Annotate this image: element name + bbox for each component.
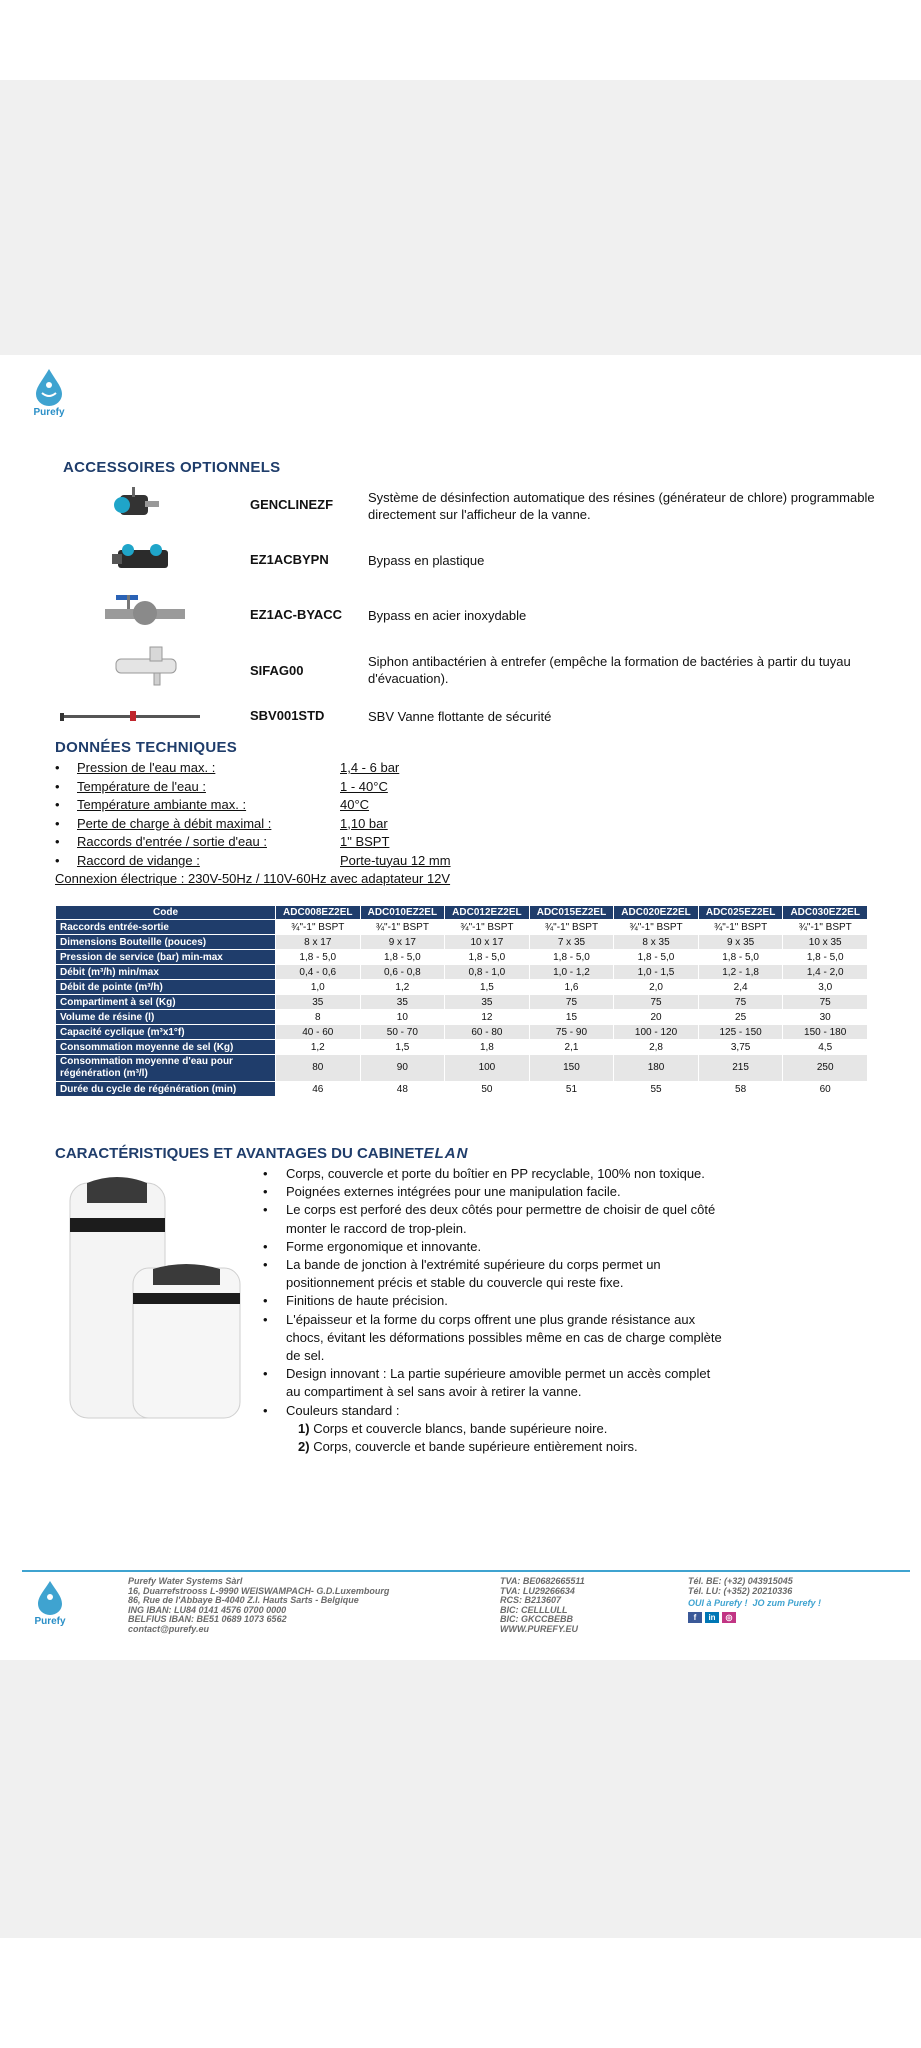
water-drop-icon	[28, 367, 70, 407]
tech-item: • Perte de charge à débit maximal : 1,10 bar	[55, 815, 388, 831]
feature-item: • Poignées externes intégrées pour une manipulation facile.	[263, 1184, 621, 1200]
table-cell: 180	[614, 1055, 699, 1082]
table-cell: 1,4 - 2,0	[783, 965, 868, 980]
table-cell: 75	[614, 995, 699, 1010]
feature-item: • Corps, couvercle et porte du boîtier en PP recyclable, 100% non toxique.	[263, 1166, 705, 1181]
row-header: Débit (m³/h) min/max	[56, 965, 276, 980]
table-cell: 150 - 180	[783, 1025, 868, 1040]
table-cell: ¾"-1" BSPT	[783, 920, 868, 935]
document-page	[0, 355, 921, 1660]
table-cell: 50 - 70	[360, 1025, 445, 1040]
tech-item: • Pression de l'eau max. : 1,4 - 6 bar	[55, 760, 400, 775]
column-header: ADC012EZ2EL	[445, 906, 530, 920]
electrical-connection: Connexion électrique : 230V-50Hz / 110V-60Hz avec adaptateur 12V	[55, 871, 451, 886]
instagram-icon[interactable]: ◎	[722, 1612, 736, 1623]
table-cell: 58	[698, 1082, 783, 1097]
tech-item: • Température de l'eau : 1 - 40°C	[55, 778, 388, 794]
feature-text: L'épaisseur et la forme du corps offrent une plus grande résistance aux chocs, évitant les déformations possibles même en cas de charge complète de sel.	[286, 1311, 722, 1364]
feature-item: • Finitions de haute précision.	[263, 1293, 448, 1309]
color-number: 2)	[298, 1439, 310, 1455]
table-cell: 7 x 35	[529, 935, 614, 950]
tech-label: Pression de l'eau max. :	[77, 760, 216, 775]
table-cell: 50	[445, 1082, 530, 1097]
feature-text: Le corps est perforé des deux côtés pour permettre de choisir de quel côté monter le raccord de trop-plein.	[286, 1202, 716, 1236]
row-header: Dimensions Bouteille (pouces)	[56, 935, 276, 950]
accessory-desc: Bypass en plastique	[368, 553, 485, 568]
accessory-desc: SBV Vanne flottante de sécurité	[368, 709, 552, 724]
accessory-desc: Système de désinfection automatique des résines (générateur de chlore) programmable directement sur l'afficheur de la vanne.	[368, 490, 875, 522]
tech-label: Perte de charge à débit maximal :	[77, 815, 272, 831]
top-margin	[0, 0, 921, 80]
table-cell: 60	[783, 1082, 868, 1097]
footer-line: 86, Rue de l'Abbaye B-4040 Z.I. Hauts Sarts - Belgique	[128, 1595, 359, 1605]
cabinet-image	[65, 1173, 245, 1428]
table-cell: 1,8 - 5,0	[529, 950, 614, 965]
table-cell: 1,8 - 5,0	[614, 950, 699, 965]
table-cell: 2,8	[614, 1040, 699, 1055]
table-cell: 35	[360, 995, 445, 1010]
table-cell: 30	[783, 1010, 868, 1025]
tech-label: Raccords d'entrée / sortie d'eau :	[77, 834, 267, 849]
logo-text: Purefy	[33, 407, 65, 418]
feature-text: Finitions de haute précision.	[286, 1293, 448, 1309]
table-header-row	[56, 906, 868, 920]
water-drop-icon	[28, 1577, 72, 1617]
table-cell: 125 - 150	[698, 1025, 783, 1040]
table-cell: 8 x 35	[614, 935, 699, 950]
table-cell: 35	[276, 995, 361, 1010]
row-header: Consommation moyenne d'eau pour régénération (m³/l)	[56, 1055, 276, 1082]
footer-line: TVA: LU29266634	[500, 1585, 575, 1596]
table-cell: 10 x 35	[783, 935, 868, 950]
plastic-bypass-image	[50, 538, 200, 580]
table-cell: 55	[614, 1082, 699, 1097]
accessories-title: ACCESSOIRES OPTIONNELS	[63, 459, 281, 476]
table-cell: 60 - 80	[445, 1025, 530, 1040]
table-cell: 9 x 17	[360, 935, 445, 950]
accessory-code: GENCLINEZF	[250, 497, 334, 512]
footer-line: BIC: GKCCBEBB	[500, 1614, 573, 1624]
tech-label: Température ambiante max. :	[77, 797, 247, 812]
column-header: Code	[56, 906, 276, 920]
elan-brand: ELAN	[423, 1145, 469, 1162]
table-cell: 250	[783, 1055, 868, 1082]
table-cell: 150	[529, 1055, 614, 1082]
cabinet-title-text: CARACTÉRISTIQUES ET AVANTAGES DU CABINET	[55, 1145, 424, 1162]
row-header: Capacité cyclique (m³x1°f)	[56, 1025, 276, 1040]
table-cell: 1,0	[276, 980, 361, 995]
table-cell: 9 x 35	[698, 935, 783, 950]
feature-text: Forme ergonomique et innovante.	[286, 1238, 482, 1254]
table-cell: ¾"-1" BSPT	[276, 920, 361, 935]
feature-text: Couleurs standard :	[286, 1402, 400, 1418]
accessory-desc: Siphon antibactérien à entrefer (empêche la formation de bactéries à partir du tuyau d'évacuation).	[368, 654, 851, 686]
tech-item: • Raccord de vidange : Porte-tuyau 12 mm	[55, 852, 451, 868]
table-row	[56, 950, 868, 965]
row-header: Débit de pointe (m³/h)	[56, 980, 276, 995]
footer-contact	[688, 1577, 821, 1623]
table-cell: 100	[445, 1055, 530, 1082]
table-cell: 3,0	[783, 980, 868, 995]
table-cell: 15	[529, 1010, 614, 1025]
feature-item: • Le corps est perforé des deux côtés pour permettre de choisir de quel côté monter le raccord de trop-plein.	[263, 1202, 716, 1236]
footer-line: BIC: CELLLULL	[500, 1604, 568, 1615]
table-cell: 1,8 - 5,0	[783, 950, 868, 965]
table-cell: 1,8 - 5,0	[698, 950, 783, 965]
tech-item: • Température ambiante max. : 40°C	[55, 797, 370, 812]
purefy-logo	[28, 367, 70, 423]
feature-item: • La bande de jonction à l'extrémité supérieure du corps permet un positionnement précis et stable du couvercle qui reste fixe.	[263, 1257, 661, 1291]
table-cell: 1,5	[445, 980, 530, 995]
accessory-desc: Bypass en acier inoxydable	[368, 608, 527, 623]
linkedin-icon[interactable]: in	[705, 1612, 719, 1623]
cabinet-title	[55, 1145, 468, 1162]
table-cell: 100 - 120	[614, 1025, 699, 1040]
footer-line: ING IBAN: LU84 0141 4576 0700 0000	[128, 1604, 287, 1615]
feature-item: • L'épaisseur et la forme du corps offrent une plus grande résistance aux chocs, évitant les déformations possibles même en cas de charge complète de sel.	[263, 1311, 722, 1364]
table-cell: 1,0 - 1,5	[614, 965, 699, 980]
table-cell: ¾"-1" BSPT	[445, 920, 530, 935]
accessory-row	[50, 705, 870, 729]
table-cell: 1,8	[445, 1040, 530, 1055]
table-cell: 0,8 - 1,0	[445, 965, 530, 980]
table-cell: 25	[698, 1010, 783, 1025]
table-cell: 1,2	[360, 980, 445, 995]
accessory-row	[50, 538, 870, 584]
table-cell: 20	[614, 1010, 699, 1025]
footer-phone: Tél. BE: (+32) 043915045	[688, 1576, 793, 1586]
tech-value: 40°C	[340, 797, 370, 812]
table-row	[56, 965, 868, 980]
footer-website[interactable]: WWW.PUREFY.EU	[500, 1623, 578, 1634]
table-cell: 1,0 - 1,2	[529, 965, 614, 980]
bottom-margin	[0, 1938, 921, 2048]
footer-divider	[22, 1570, 910, 1572]
feature-text: La bande de jonction à l'extrémité supérieure du corps permet un positionnement précis et stable du couvercle qui reste fixe.	[286, 1257, 661, 1291]
footer-line: BELFIUS IBAN: BE51 0689 1073 6562	[128, 1614, 287, 1624]
footer-line: 16, Duarrefstrooss L-9990 WEISWAMPACH- G.D.Luxembourg	[128, 1585, 390, 1596]
table-cell: ¾"-1" BSPT	[698, 920, 783, 935]
chlorine-generator-image	[50, 485, 200, 527]
footer-logo-text: Purefy	[34, 1616, 66, 1627]
footer-tax	[500, 1577, 585, 1634]
feature-text: Design innovant : La partie supérieure amovible permet un accès complet au compartiment à sel sans avoir à retirer la vanne.	[286, 1366, 711, 1400]
feature-item: • Design innovant : La partie supérieure amovible permet un accès complet au compartiment à sel sans avoir à retirer la vanne.	[263, 1366, 711, 1400]
table-cell: 10 x 17	[445, 935, 530, 950]
tech-value: 1 - 40°C	[340, 778, 388, 794]
color-number: 1)	[298, 1420, 310, 1436]
table-cell: 0,6 - 0,8	[360, 965, 445, 980]
accessory-code: EZ1ACBYPN	[250, 552, 329, 567]
table-cell: 4,5	[783, 1040, 868, 1055]
column-header: ADC025EZ2EL	[698, 906, 783, 920]
table-row	[56, 1025, 868, 1040]
color-text: Corps et couvercle blancs, bande supérieure noire.	[313, 1420, 608, 1436]
standard-color-item	[263, 1420, 723, 1438]
table-cell: ¾"-1" BSPT	[529, 920, 614, 935]
table-row	[56, 1040, 868, 1055]
table-cell: 0,4 - 0,6	[276, 965, 361, 980]
row-header: Pression de service (bar) min-max	[56, 950, 276, 965]
footer-tagline-lu: JO zum Purefy !	[752, 1598, 822, 1608]
siphon-image	[50, 645, 200, 687]
table-cell: 51	[529, 1082, 614, 1097]
accessory-code: SBV001STD	[250, 708, 325, 723]
steel-bypass-image	[50, 591, 200, 633]
table-row	[56, 1082, 868, 1097]
row-header: Volume de résine (l)	[56, 1010, 276, 1025]
tech-title: DONNÉES TECHNIQUES	[55, 739, 238, 756]
feature-item: • Forme ergonomique et innovante.	[263, 1238, 482, 1254]
table-row	[56, 935, 868, 950]
table-cell: 75	[783, 995, 868, 1010]
table-cell: 48	[360, 1082, 445, 1097]
table-cell: 35	[445, 995, 530, 1010]
footer-email[interactable]: contact@purefy.eu	[128, 1623, 209, 1634]
row-header: Durée du cycle de régénération (min)	[56, 1082, 276, 1097]
table-cell: 8 x 17	[276, 935, 361, 950]
facebook-icon[interactable]: f	[688, 1612, 702, 1623]
column-header: ADC020EZ2EL	[614, 906, 699, 920]
table-cell: 1,8 - 5,0	[276, 950, 361, 965]
table-cell: 3,75	[698, 1040, 783, 1055]
column-header: ADC010EZ2EL	[360, 906, 445, 920]
column-header: ADC015EZ2EL	[529, 906, 614, 920]
table-cell: 2,4	[698, 980, 783, 995]
accessory-row	[50, 485, 875, 531]
table-cell: 8	[276, 1010, 361, 1025]
footer-logo	[28, 1577, 72, 1627]
table-row	[56, 1010, 868, 1025]
table-cell: 1,2 - 1,8	[698, 965, 783, 980]
tech-item: • Raccords d'entrée / sortie d'eau : 1" BSPT	[55, 834, 390, 849]
safety-float-valve-image	[50, 705, 200, 729]
footer-line: TVA: BE0682665511	[500, 1576, 585, 1586]
tech-value: 1" BSPT	[340, 834, 390, 849]
tech-label: Raccord de vidange :	[77, 852, 200, 868]
tech-value: Porte-tuyau 12 mm	[340, 852, 451, 868]
table-cell: 2,1	[529, 1040, 614, 1055]
accessory-row	[50, 591, 870, 637]
footer-line: Purefy Water Systems Sàrl	[128, 1576, 243, 1586]
table-cell: 40 - 60	[276, 1025, 361, 1040]
color-text: Corps, couvercle et bande supérieure entièrement noirs.	[313, 1439, 638, 1455]
row-header: Raccords entrée-sortie	[56, 920, 276, 935]
table-cell: 1,2	[276, 1040, 361, 1055]
accessory-code: SIFAG00	[250, 663, 304, 678]
table-cell: 12	[445, 1010, 530, 1025]
table-cell: 1,8 - 5,0	[445, 950, 530, 965]
features-list	[263, 1165, 723, 1456]
spec-table	[55, 905, 868, 1097]
table-cell: 90	[360, 1055, 445, 1082]
feature-text: Poignées externes intégrées pour une manipulation facile.	[286, 1184, 621, 1200]
footer-phone: Tél. LU: (+352) 20210336	[688, 1585, 793, 1596]
table-cell: 75 - 90	[529, 1025, 614, 1040]
table-cell: 2,0	[614, 980, 699, 995]
table-row	[56, 1055, 868, 1082]
accessory-row	[50, 645, 870, 695]
table-cell: 80	[276, 1055, 361, 1082]
table-cell: 75	[529, 995, 614, 1010]
table-cell: 1,8 - 5,0	[360, 950, 445, 965]
table-cell: 1,5	[360, 1040, 445, 1055]
table-row	[56, 980, 868, 995]
table-row	[56, 920, 868, 935]
table-cell: ¾"-1" BSPT	[614, 920, 699, 935]
row-header: Compartiment à sel (Kg)	[56, 995, 276, 1010]
table-row	[56, 995, 868, 1010]
table-cell: 10	[360, 1010, 445, 1025]
footer-tagline-fr: OUI à Purefy !	[688, 1598, 748, 1608]
table-cell: 46	[276, 1082, 361, 1097]
tech-value: 1,4 - 6 bar	[340, 760, 400, 775]
standard-color-item	[263, 1438, 723, 1456]
row-header: Consommation moyenne de sel (Kg)	[56, 1040, 276, 1055]
footer-company	[128, 1577, 389, 1634]
table-cell: 1,6	[529, 980, 614, 995]
tech-label: Température de l'eau :	[77, 778, 206, 794]
footer-line: RCS: B213607	[500, 1595, 562, 1605]
column-header: ADC030EZ2EL	[783, 906, 868, 920]
table-cell: ¾"-1" BSPT	[360, 920, 445, 935]
table-cell: 215	[698, 1055, 783, 1082]
tech-value: 1,10 bar	[340, 815, 388, 831]
column-header: ADC008EZ2EL	[276, 906, 361, 920]
table-cell: 75	[698, 995, 783, 1010]
tech-list	[55, 760, 555, 871]
feature-text: Corps, couvercle et porte du boîtier en PP recyclable, 100% non toxique.	[286, 1166, 705, 1181]
feature-item: • Couleurs standard :	[263, 1402, 400, 1418]
accessory-code: EZ1AC-BYACC	[250, 607, 342, 622]
